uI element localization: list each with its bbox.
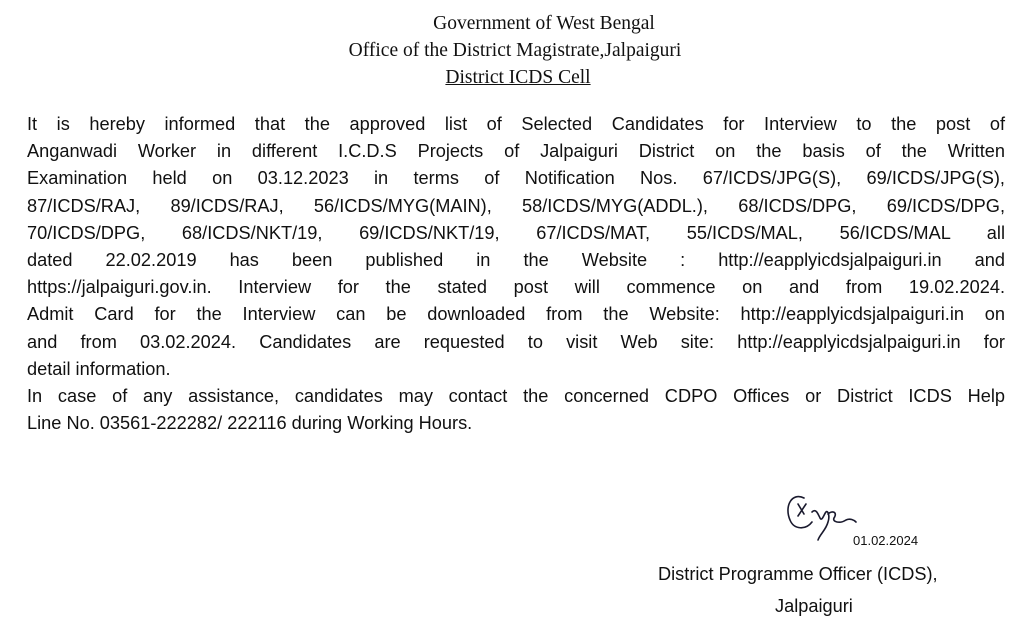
notice-body — [27, 111, 1005, 437]
handwritten-signature — [784, 484, 864, 544]
paragraph-line: detail information. — [27, 358, 171, 379]
paragraph-line: Anganwadi Worker in different I.C.D.S Projects of Jalpaiguri District on the basis of the Written — [27, 141, 1005, 162]
notice-paragraph-2 — [27, 383, 1005, 437]
paragraph-line: dated 22.02.2019 has been published in the Website : http://eapplyicdsjalpaiguri.in and — [27, 250, 1005, 271]
paragraph-line: and from 03.02.2024. Candidates are requested to visit Web site: http://eapplyicdsjalpaiguri.in for — [27, 331, 1005, 352]
officer-designation — [658, 558, 998, 622]
paragraph-line: Examination held on 03.12.2023 in terms of Notification Nos. 67/ICDS/JPG(S), 69/ICDS/JPG(S), — [27, 168, 1005, 189]
notice-paragraph-1 — [27, 111, 1005, 383]
cell-title: District ICDS Cell — [445, 67, 591, 88]
officer-title: District Programme Officer (ICDS), — [658, 564, 938, 584]
government-title: Government of West Bengal — [433, 13, 655, 34]
officer-location: Jalpaiguri — [775, 596, 853, 616]
paragraph-line: Admit Card for the Interview can be downloaded from the Website: http://eapplyicdsjalpaiguri.in on — [27, 304, 1005, 325]
paragraph-line: In case of any assistance, candidates may contact the concerned CDPO Offices or District ICDS Help — [27, 386, 1005, 407]
paragraph-line: It is hereby informed that the approved list of Selected Candidates for Interview to the post of — [27, 114, 1005, 134]
paragraph-line: https://jalpaiguri.gov.in. Interview for the stated post will commence on and from 19.02.2024. — [27, 277, 1005, 298]
paragraph-line: 87/ICDS/RAJ, 89/ICDS/RAJ, 56/ICDS/MYG(MAIN), 58/ICDS/MYG(ADDL.), 68/ICDS/DPG, 69/ICDS/DPG, — [27, 195, 1005, 216]
paragraph-line: Line No. 03561-222282/ 222116 during Working Hours. — [27, 413, 473, 434]
paragraph-line: 70/ICDS/DPG, 68/ICDS/NKT/19, 69/ICDS/NKT/19, 67/ICDS/MAT, 55/ICDS/MAL, 56/ICDS/MAL all — [27, 222, 1005, 243]
signature-date: 01.02.2024 — [853, 533, 919, 548]
document-header — [0, 10, 1024, 91]
office-title: Office of the District Magistrate,Jalpaiguri — [348, 40, 682, 61]
